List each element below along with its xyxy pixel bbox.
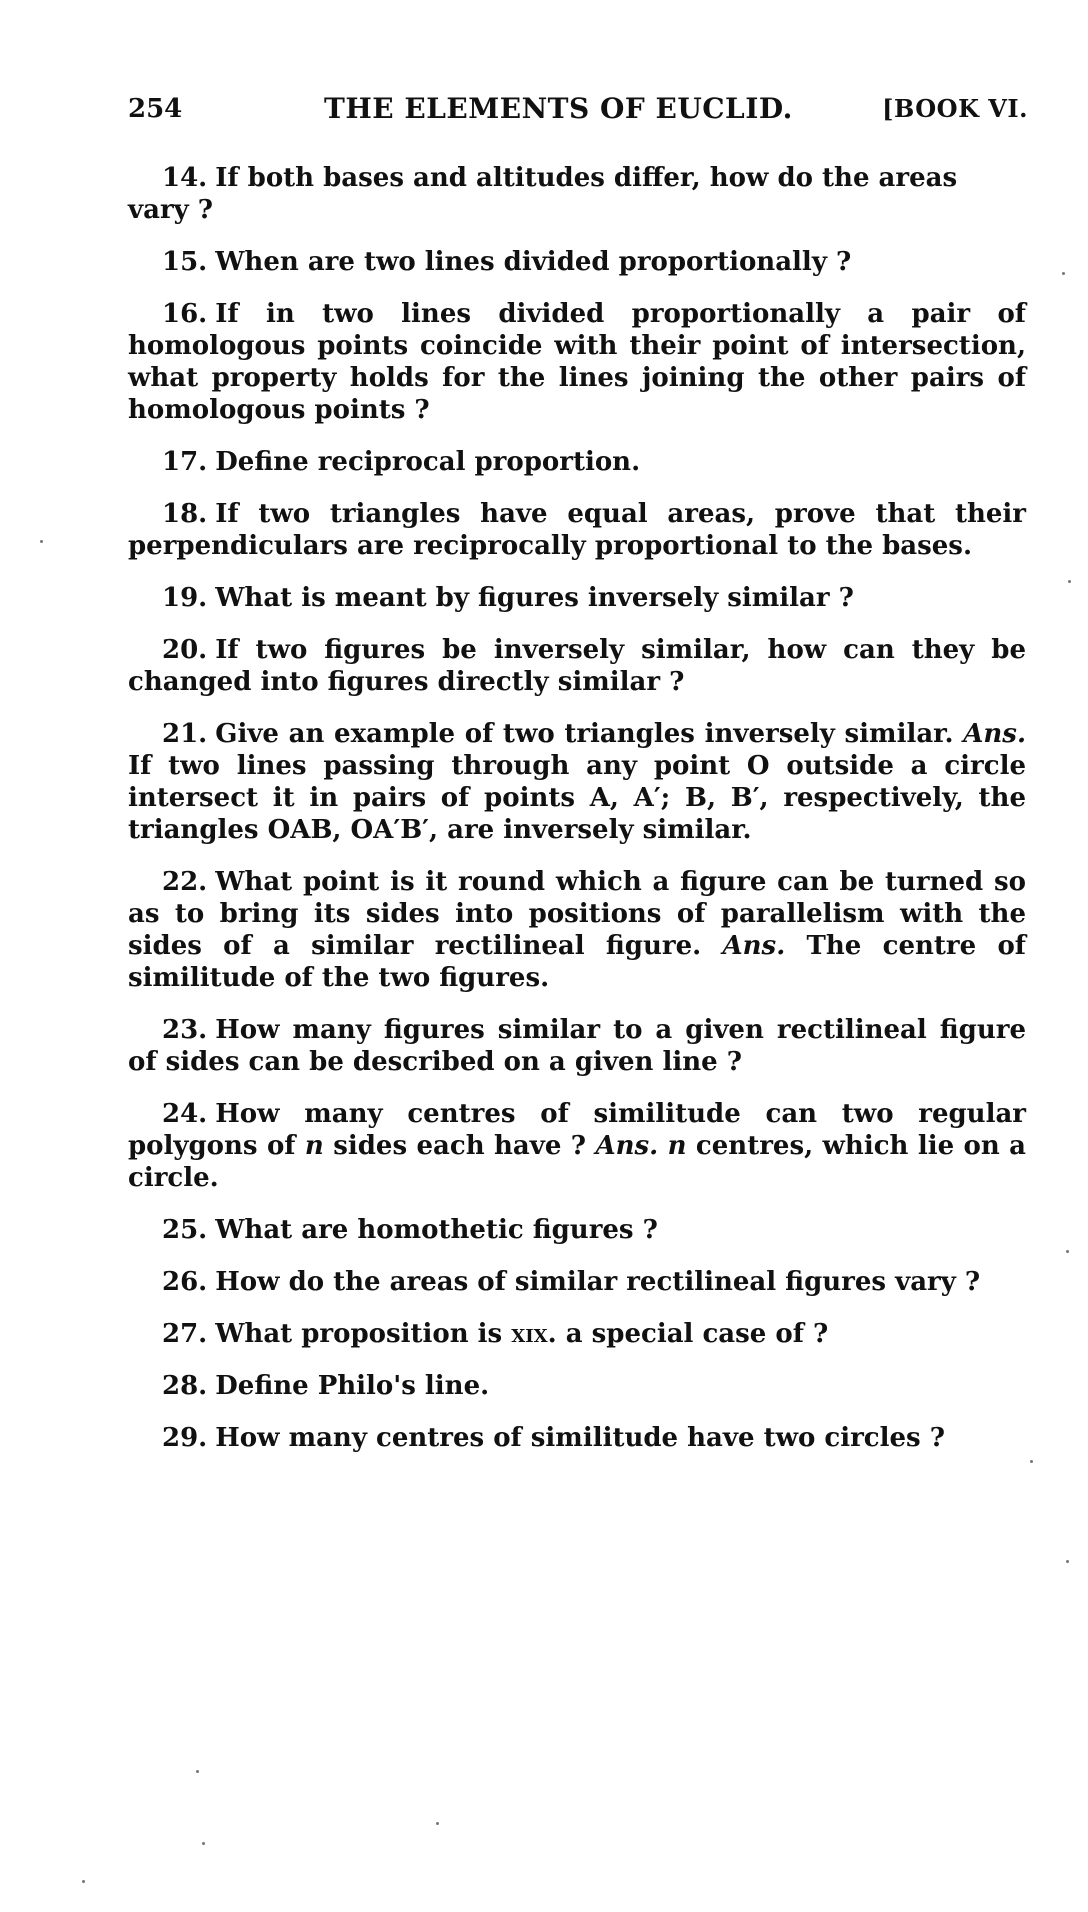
answer-text: The centre of similitude of the two figures. <box>128 931 1026 993</box>
question-15 <box>128 246 1026 278</box>
question-26 <box>128 1266 1026 1298</box>
question-text: Define reciprocal proportion. <box>215 447 641 477</box>
question-number: 19. <box>162 583 208 613</box>
paper-speck <box>1068 580 1071 583</box>
answer-variable-n: n <box>667 1131 687 1161</box>
question-number: 25. <box>162 1215 208 1245</box>
paper-speck <box>196 1770 199 1773</box>
question-text: If both bases and altitudes differ, how do the areas vary ? <box>128 163 958 225</box>
question-17 <box>128 446 1026 478</box>
paper-speck <box>202 1842 205 1845</box>
variable-n: n <box>304 1131 324 1161</box>
question-number: 20. <box>162 635 208 665</box>
question-text: How many centres of similitude have two circles ? <box>215 1423 945 1453</box>
question-number: 24. <box>162 1099 208 1129</box>
question-number: 23. <box>162 1015 208 1045</box>
paper-speck <box>1066 1250 1069 1253</box>
running-header <box>128 88 1028 128</box>
paper-speck <box>82 1880 85 1883</box>
question-16 <box>128 298 1026 426</box>
question-text: What is meant by figures inversely similar ? <box>215 583 854 613</box>
question-text-cont: sides each have ? <box>333 1131 587 1161</box>
question-number: 14. <box>162 163 208 193</box>
question-number: 27. <box>162 1319 208 1349</box>
question-text: If in two lines divided proportionally a pair of homologous points coincide with their point of intersection, what property holds for the lines joining the other pairs of homologous points ? <box>128 299 1026 425</box>
answer-label: Ans. <box>722 931 786 961</box>
question-29 <box>128 1422 1026 1454</box>
question-text: What point is it round which a figure can be turned so as to bring its sides into positions of parallelism with the sides of a similar rectilineal figure. <box>128 867 1026 961</box>
question-text: How many figures similar to a given rectilineal figure of sides can be described on a given line ? <box>128 1015 1026 1077</box>
question-number: 18. <box>162 499 208 529</box>
answer-label: Ans. <box>963 719 1026 749</box>
page-number: 254 <box>128 94 183 124</box>
paper-speck <box>1062 272 1065 275</box>
question-21 <box>128 718 1026 846</box>
question-18 <box>128 498 1026 562</box>
answer-label: Ans. <box>595 1131 659 1161</box>
question-25 <box>128 1214 1026 1246</box>
question-text: If two triangles have equal areas, prove that their perpendiculars are reciprocally proportional to the bases. <box>128 499 1026 561</box>
question-list <box>128 162 1026 1474</box>
question-20 <box>128 634 1026 698</box>
question-text: Define Philo's line. <box>215 1371 490 1401</box>
question-text: Give an example of two triangles inversely similar. <box>215 719 954 749</box>
question-number: 15. <box>162 247 208 277</box>
question-number: 21. <box>162 719 208 749</box>
question-number: 28. <box>162 1371 208 1401</box>
question-number: 16. <box>162 299 208 329</box>
question-14 <box>128 162 1026 226</box>
question-19 <box>128 582 1026 614</box>
question-number: 22. <box>162 867 208 897</box>
question-number: 29. <box>162 1423 208 1453</box>
question-text: How many centres of similitude can two regular polygons of <box>128 1099 1026 1161</box>
question-23 <box>128 1014 1026 1078</box>
proposition-ref: xix. <box>511 1319 557 1349</box>
question-28 <box>128 1370 1026 1402</box>
paper-speck <box>40 540 43 543</box>
question-24 <box>128 1098 1026 1194</box>
paper-speck <box>1030 1460 1033 1463</box>
book-reference: [BOOK VI. <box>882 94 1028 123</box>
question-text: When are two lines divided proportionally ? <box>215 247 852 277</box>
question-number: 17. <box>162 447 208 477</box>
question-number: 26. <box>162 1267 208 1297</box>
question-text: What proposition is <box>215 1319 503 1349</box>
paper-speck <box>1066 1560 1069 1563</box>
paper-speck <box>436 1822 439 1825</box>
question-27 <box>128 1318 1026 1350</box>
question-text: How do the areas of similar rectilineal figures vary ? <box>215 1267 981 1297</box>
question-text: If two figures be inversely similar, how can they be changed into figures directly similar ? <box>128 635 1026 697</box>
question-22 <box>128 866 1026 994</box>
question-text: What are homothetic figures ? <box>215 1215 658 1245</box>
answer-text: centres, which lie on a circle. <box>128 1131 1026 1193</box>
answer-text: If two lines passing through any point O outside a circle intersect it in pairs of points A, A′; B, B′, respectively, the triangles OAB, OA′B′, are inversely similar. <box>128 751 1026 845</box>
running-title: THE ELEMENTS OF EUCLID. <box>324 92 793 125</box>
question-text-cont: a special case of ? <box>565 1319 829 1349</box>
